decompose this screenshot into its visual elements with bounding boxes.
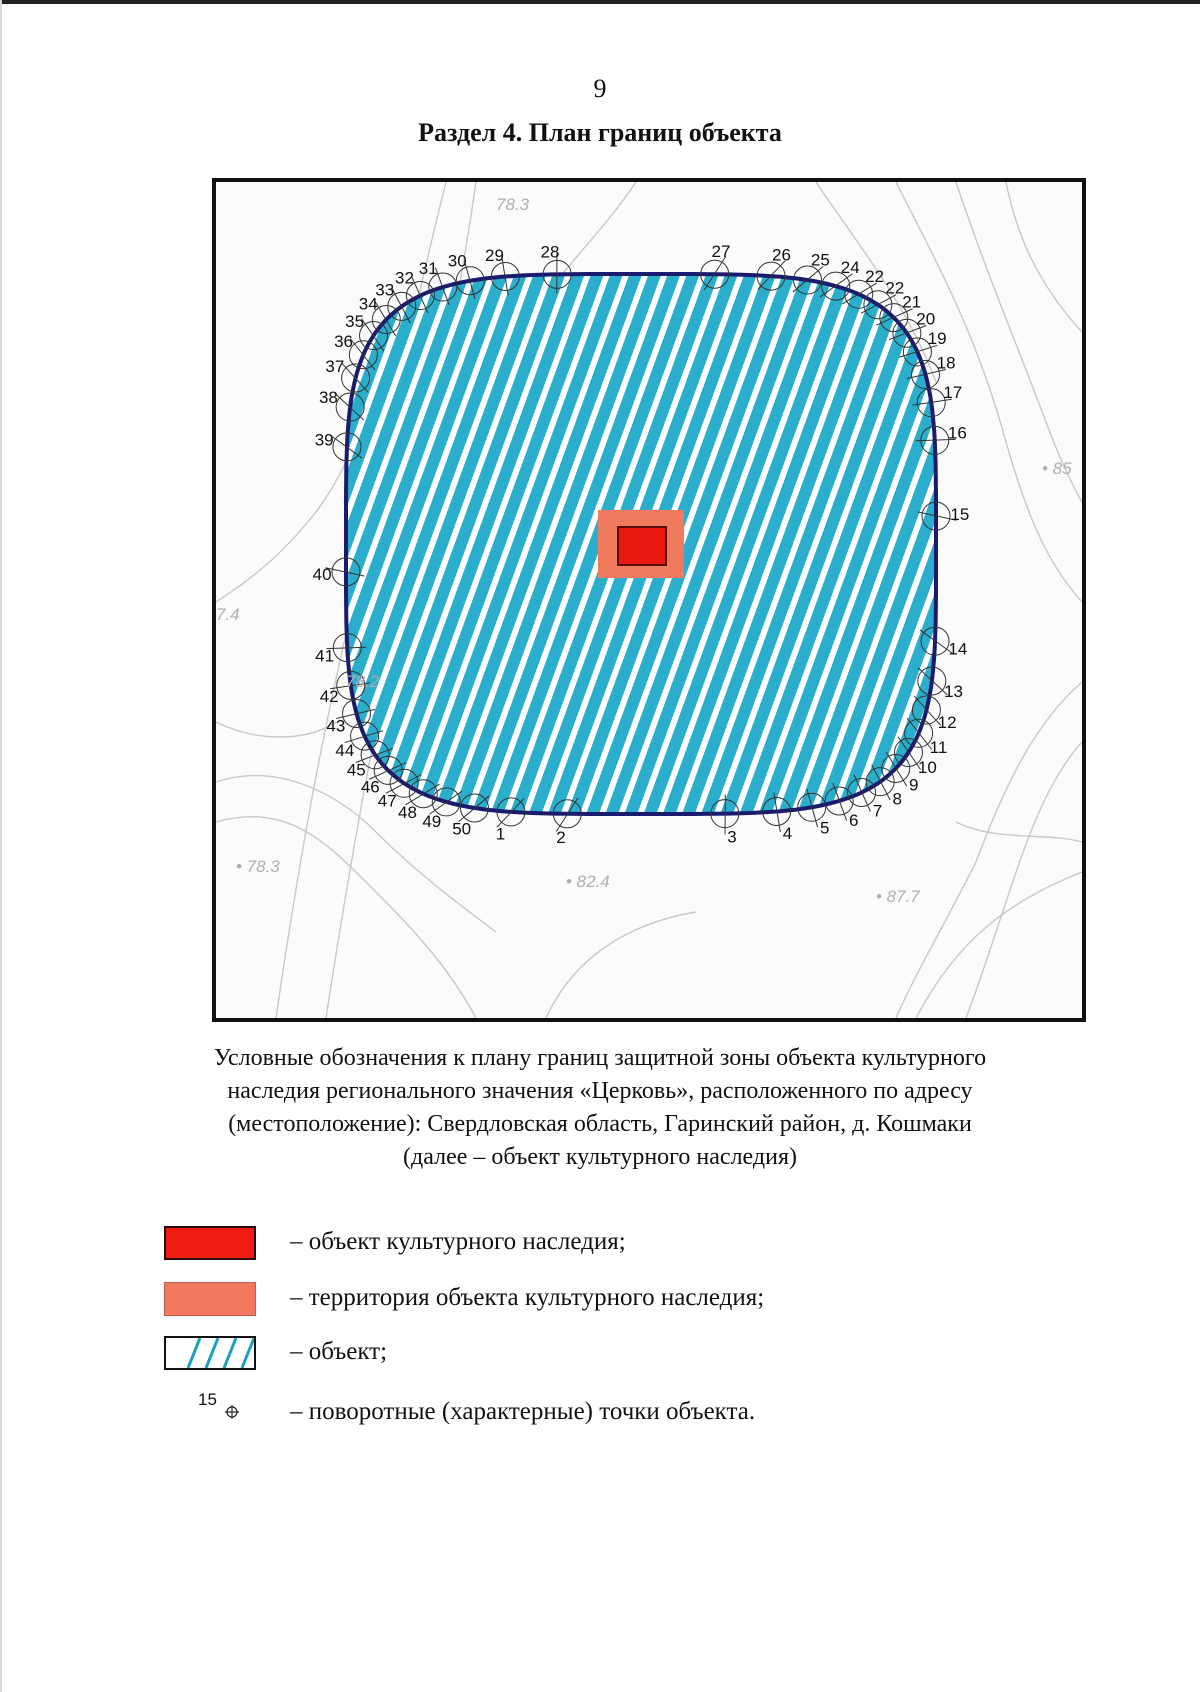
- point-number-label: 44: [335, 740, 355, 760]
- point-number-label: 38: [318, 387, 338, 407]
- point-number-label: 17: [943, 383, 963, 403]
- section-title: Раздел 4. План границ объекта: [418, 118, 782, 147]
- point-number-label: 46: [360, 777, 380, 797]
- elevation-label: • 87.7: [876, 887, 920, 906]
- page-number: 9: [593, 74, 607, 103]
- legend-label: – объект культурного наследия;: [290, 1228, 626, 1255]
- legend-caption-line: (далее – объект культурного наследия): [403, 1144, 797, 1170]
- point-number-label: 8: [892, 789, 902, 809]
- point-marker-icon: [198, 1390, 258, 1430]
- point-number-label: 7: [872, 801, 883, 821]
- point-number-label: 18: [936, 353, 956, 373]
- point-number-label: 37: [325, 356, 345, 376]
- hatched-swatch: [164, 1336, 256, 1370]
- point-number-label: 40: [312, 565, 332, 585]
- elevation-label: 78.2: [346, 672, 380, 691]
- legend-caption-line: (местоположение): Свердловская область, Гаринский район, д. Кошмаки: [228, 1111, 972, 1137]
- point-number-label: 36: [334, 332, 353, 352]
- point-number-label: 35: [345, 311, 365, 331]
- page-top-border: [0, 0, 1200, 4]
- point-number-label: 30: [447, 251, 467, 271]
- point-number-label: 20: [916, 309, 936, 329]
- point-number-label: 22: [885, 278, 905, 298]
- point-number-label: 31: [418, 259, 438, 279]
- point-number-label: 19: [927, 329, 947, 349]
- point-number-label: 15: [950, 504, 970, 524]
- legend-label: – территория объекта культурного наследия;: [290, 1284, 765, 1311]
- point-number-label: 49: [422, 812, 442, 832]
- boundary-plan-map: [212, 178, 1086, 1022]
- point-number-label: 1: [495, 824, 506, 844]
- elevation-label: • 78.3: [236, 857, 280, 876]
- point-number-label: 42: [319, 686, 339, 706]
- point-number-label: 13: [944, 682, 964, 702]
- point-number-label: 28: [540, 242, 560, 262]
- point-number-label: 14: [948, 639, 968, 659]
- point-number-label: 50: [452, 819, 472, 839]
- point-number-label: 11: [929, 737, 948, 757]
- point-number-label: 9: [909, 775, 919, 795]
- point-number-label: 43: [326, 716, 346, 736]
- legend-item-territory: [160, 1282, 1060, 1322]
- point-number-label: 22: [865, 267, 885, 287]
- point-number-label: 16: [947, 423, 967, 443]
- legend-item-zone: [160, 1336, 1060, 1376]
- point-number-label: 27: [711, 242, 731, 262]
- point-number-label: 12: [937, 713, 957, 733]
- point-example-number: 15: [198, 1390, 217, 1409]
- page-left-border: [0, 0, 2, 1692]
- legend-caption: [150, 1042, 1050, 1174]
- point-number-label: 4: [782, 823, 793, 843]
- point-number-label: 6: [849, 810, 859, 830]
- red-fill-swatch: [164, 1226, 256, 1260]
- legend-caption-line: Условные обозначения к плану границ защитной зоны объекта культурного: [213, 1045, 987, 1071]
- point-number-label: 21: [902, 292, 922, 312]
- point-number-label: 45: [346, 760, 366, 780]
- elevation-label: • 85: [1042, 459, 1072, 478]
- legend-item-point: [160, 1390, 1060, 1436]
- point-number-label: 41: [315, 646, 335, 666]
- point-number-label: 39: [314, 430, 334, 450]
- point-number-label: 48: [397, 802, 417, 822]
- legend-label: – поворотные (характерные) точки объекта.: [290, 1398, 756, 1425]
- point-number-label: 3: [727, 827, 737, 847]
- point-number-label: 2: [556, 827, 566, 847]
- point-number-label: 10: [917, 758, 937, 778]
- map-canvas: [216, 182, 1082, 1018]
- legend-item-object: [160, 1226, 1060, 1266]
- point-number-label: 26: [772, 245, 791, 265]
- point-number-label: 5: [820, 818, 830, 838]
- elevation-label: 7.4: [216, 605, 240, 624]
- legend-label: – объект;: [290, 1338, 388, 1365]
- point-number-label: 32: [395, 268, 414, 288]
- salmon-fill-swatch: [164, 1282, 256, 1316]
- elevation-label: • 82.4: [566, 872, 610, 891]
- point-number-label: 47: [377, 791, 397, 811]
- elevation-label: 78.3: [496, 195, 530, 214]
- point-number-label: 33: [375, 280, 395, 300]
- heritage-object: [618, 527, 666, 565]
- point-number-label: 34: [358, 294, 378, 314]
- legend-caption-line: наследия регионального значения «Церковь», расположенного по адресу: [227, 1078, 973, 1104]
- point-number-label: 29: [485, 246, 504, 266]
- point-number-label: 25: [810, 250, 830, 270]
- point-number-label: 24: [840, 257, 860, 277]
